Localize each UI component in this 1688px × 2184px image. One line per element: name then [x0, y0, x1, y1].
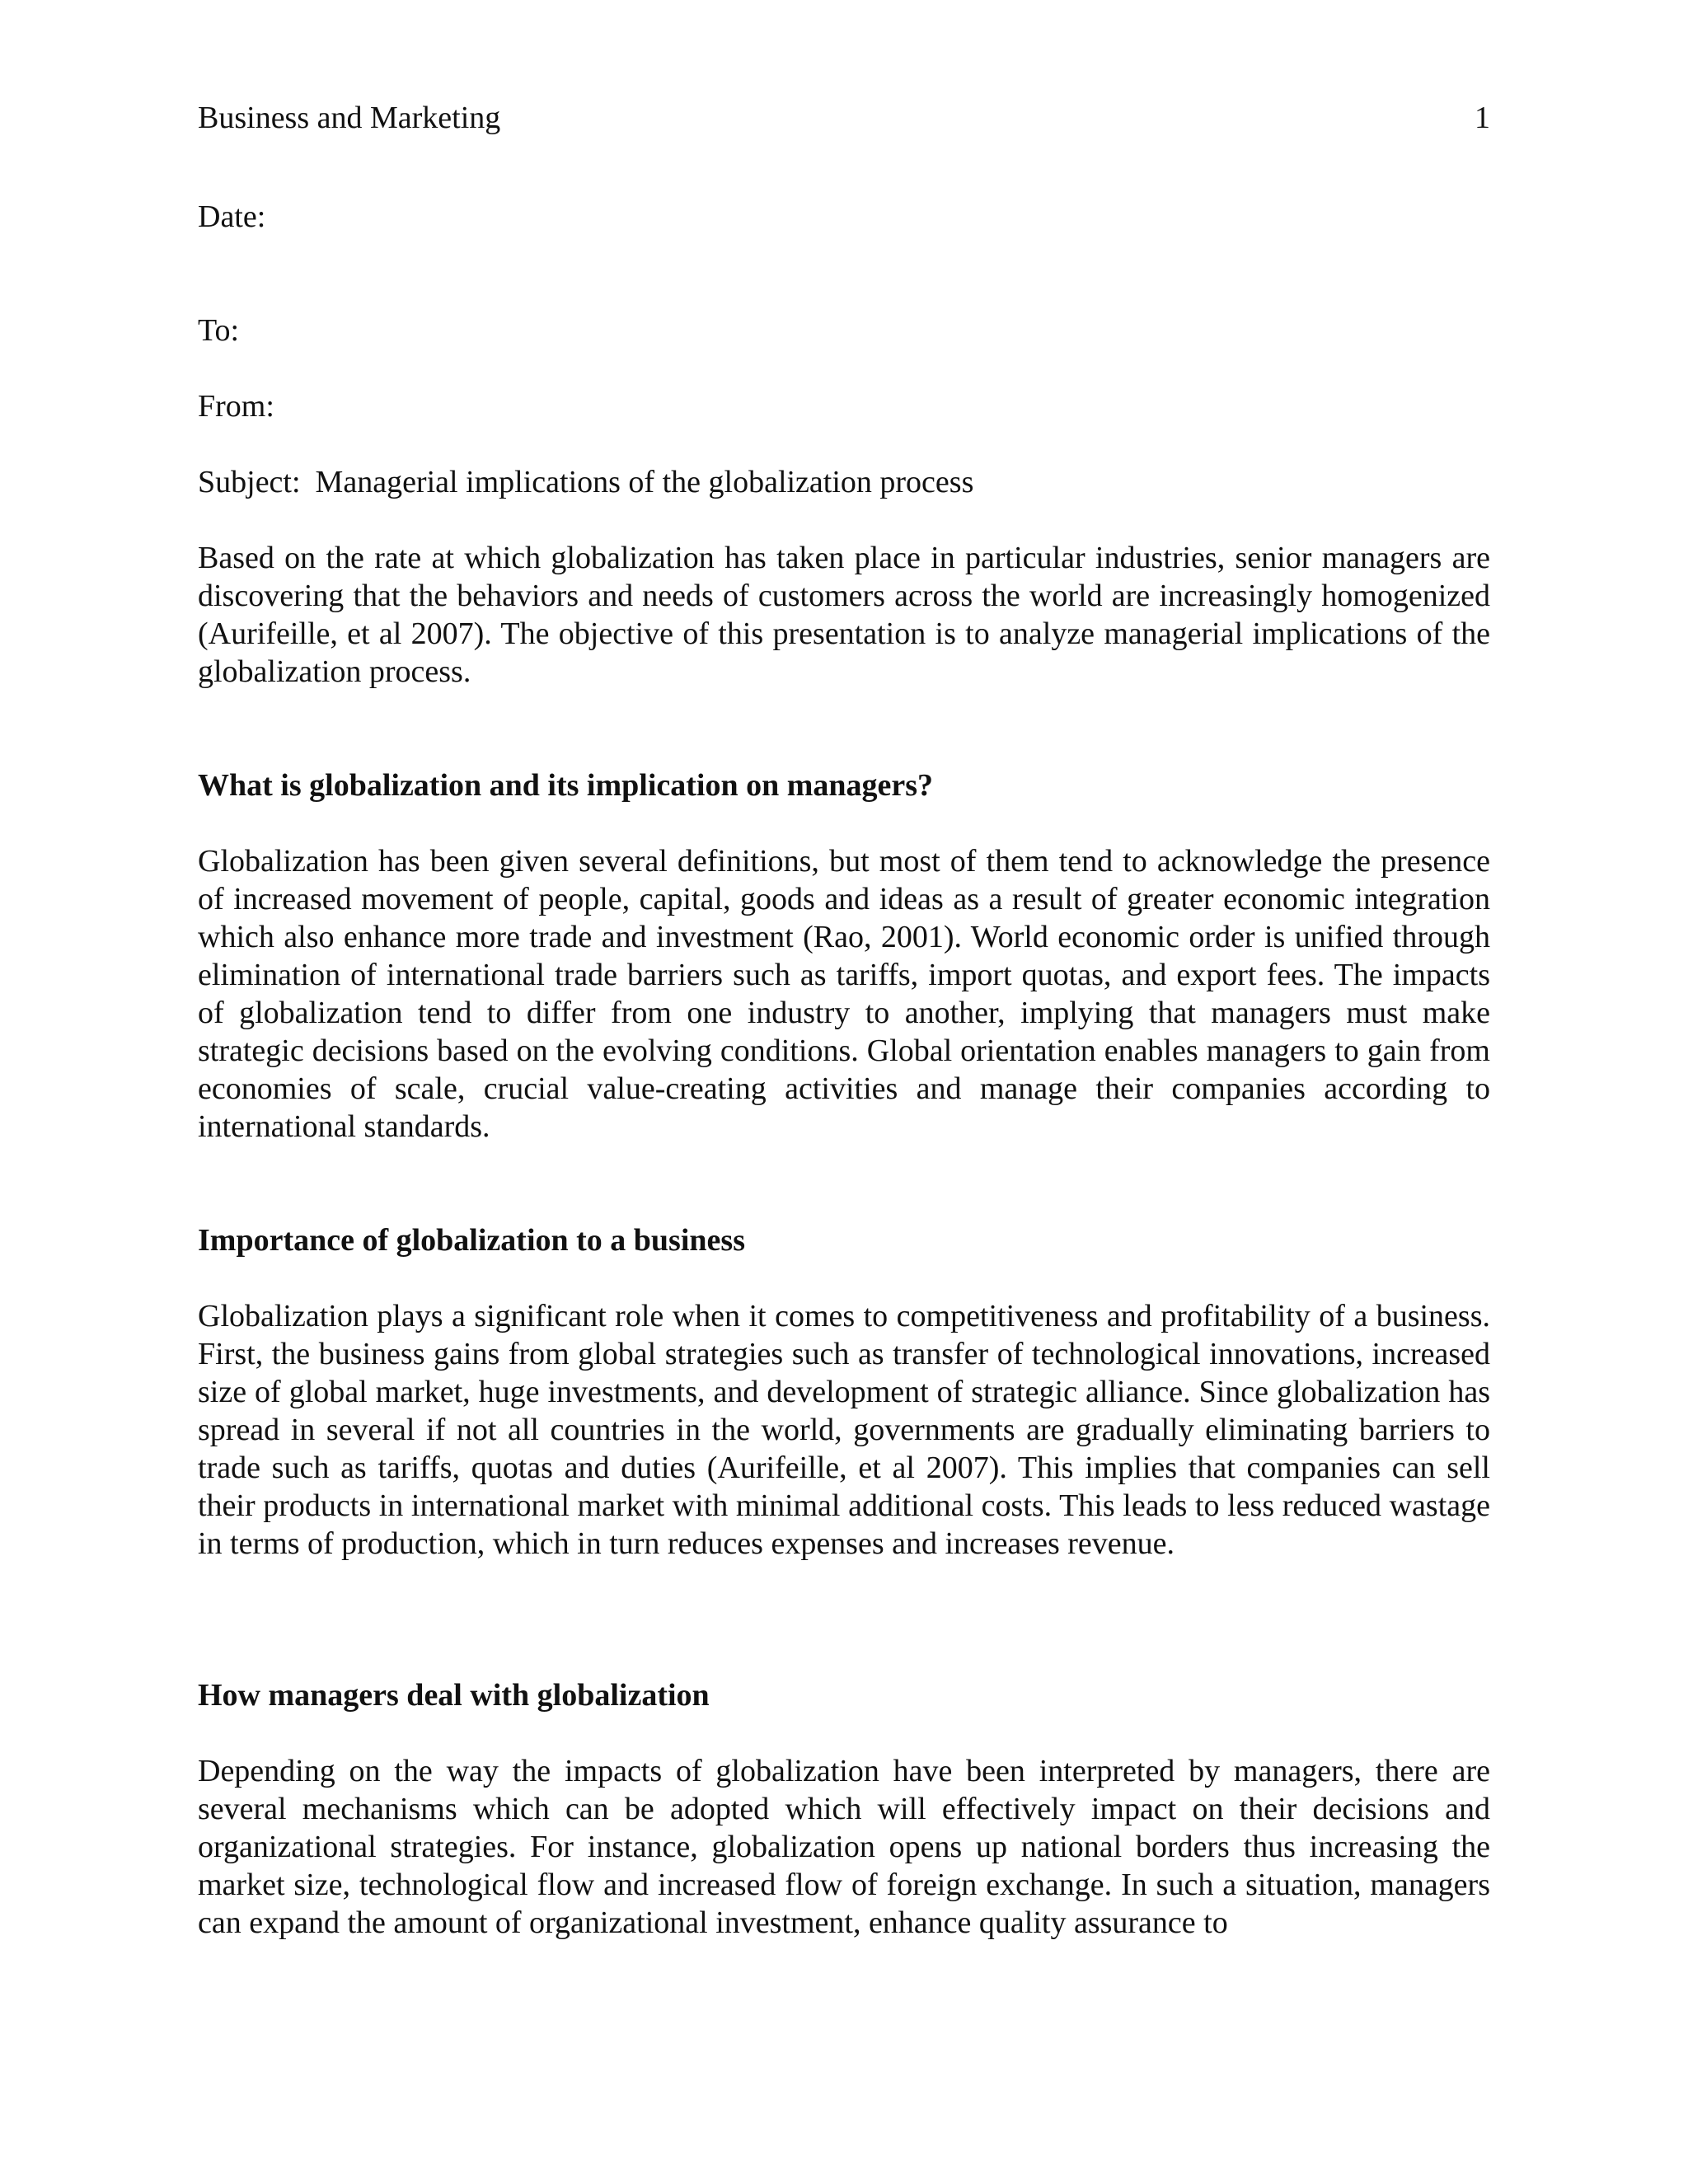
section-paragraph: Globalization plays a significant role when it comes to competitiveness and profitability of a business. First, the business gains from global strategies such as transfer of technological innovations, increased size of global market, huge investments, and development of strategic alliance. Since globalization has spread in several if not all countries in the world, governments are gradually eliminating barriers to trade such as tariffs, quotas and duties (Aurifeille, et al 2007). This implies that companies can sell their products in international market with minimal additional costs. This leads to less reduced wastage in terms of production, which in turn reduces expenses and increases revenue. [198, 1299, 1490, 1561]
intro-paragraph: Based on the rate at which globalization has taken place in particular industries, senior managers are discovering that the behaviors and needs of customers across the world are increasingly homogenized (Aurifeille, et al 2007). The objective of this presentation is to analyze managerial implications of the globalization process. [198, 541, 1490, 689]
to-label: To: [198, 313, 240, 348]
section-paragraph: Depending on the way the impacts of globalization have been interpreted by managers, there are several mechanisms which can be adopted which will effectively impact on their decisions and organizational strategies. For instance, globalization opens up national borders thus increasing the market size, technological flow and increased flow of foreign exchange. In such a situation, managers can expand the amount of organizational investment, enhance quality assurance to [198, 1754, 1490, 1940]
from-label: From: [198, 389, 274, 424]
running-head [198, 99, 1490, 140]
subject-label: Subject: [198, 465, 301, 499]
memo-from [198, 387, 274, 425]
memo-subject [198, 463, 973, 501]
memo-to [198, 312, 239, 349]
page-number: 1 [1475, 101, 1490, 135]
section-paragraph: Globalization has been given several definitions, but most of them tend to acknowledge the presence of increased movement of people, capital, goods and ideas as a result of greater economic integration which also enhance more trade and investment (Rao, 2001). World economic order is unified through elimination of international trade barriers such as tariffs, import quotas, and export fees. The impacts of globalization tend to differ from one industry to another, implying that managers must make strategic decisions based on the evolving conditions. Global orientation enables managers to gain from economies of scale, crucial value-creating activities and manage their companies according to international standards. [198, 844, 1490, 1144]
section-heading: What is globalization and its implication on managers? [198, 768, 934, 803]
section-heading: Importance of globalization to a business [198, 1223, 745, 1258]
date-label: Date: [198, 199, 266, 234]
section-heading: How managers deal with globalization [198, 1678, 710, 1713]
memo-date [198, 198, 265, 236]
running-title: Business and Marketing [198, 101, 501, 135]
subject-value: Managerial implications of the globalization process [315, 465, 974, 499]
